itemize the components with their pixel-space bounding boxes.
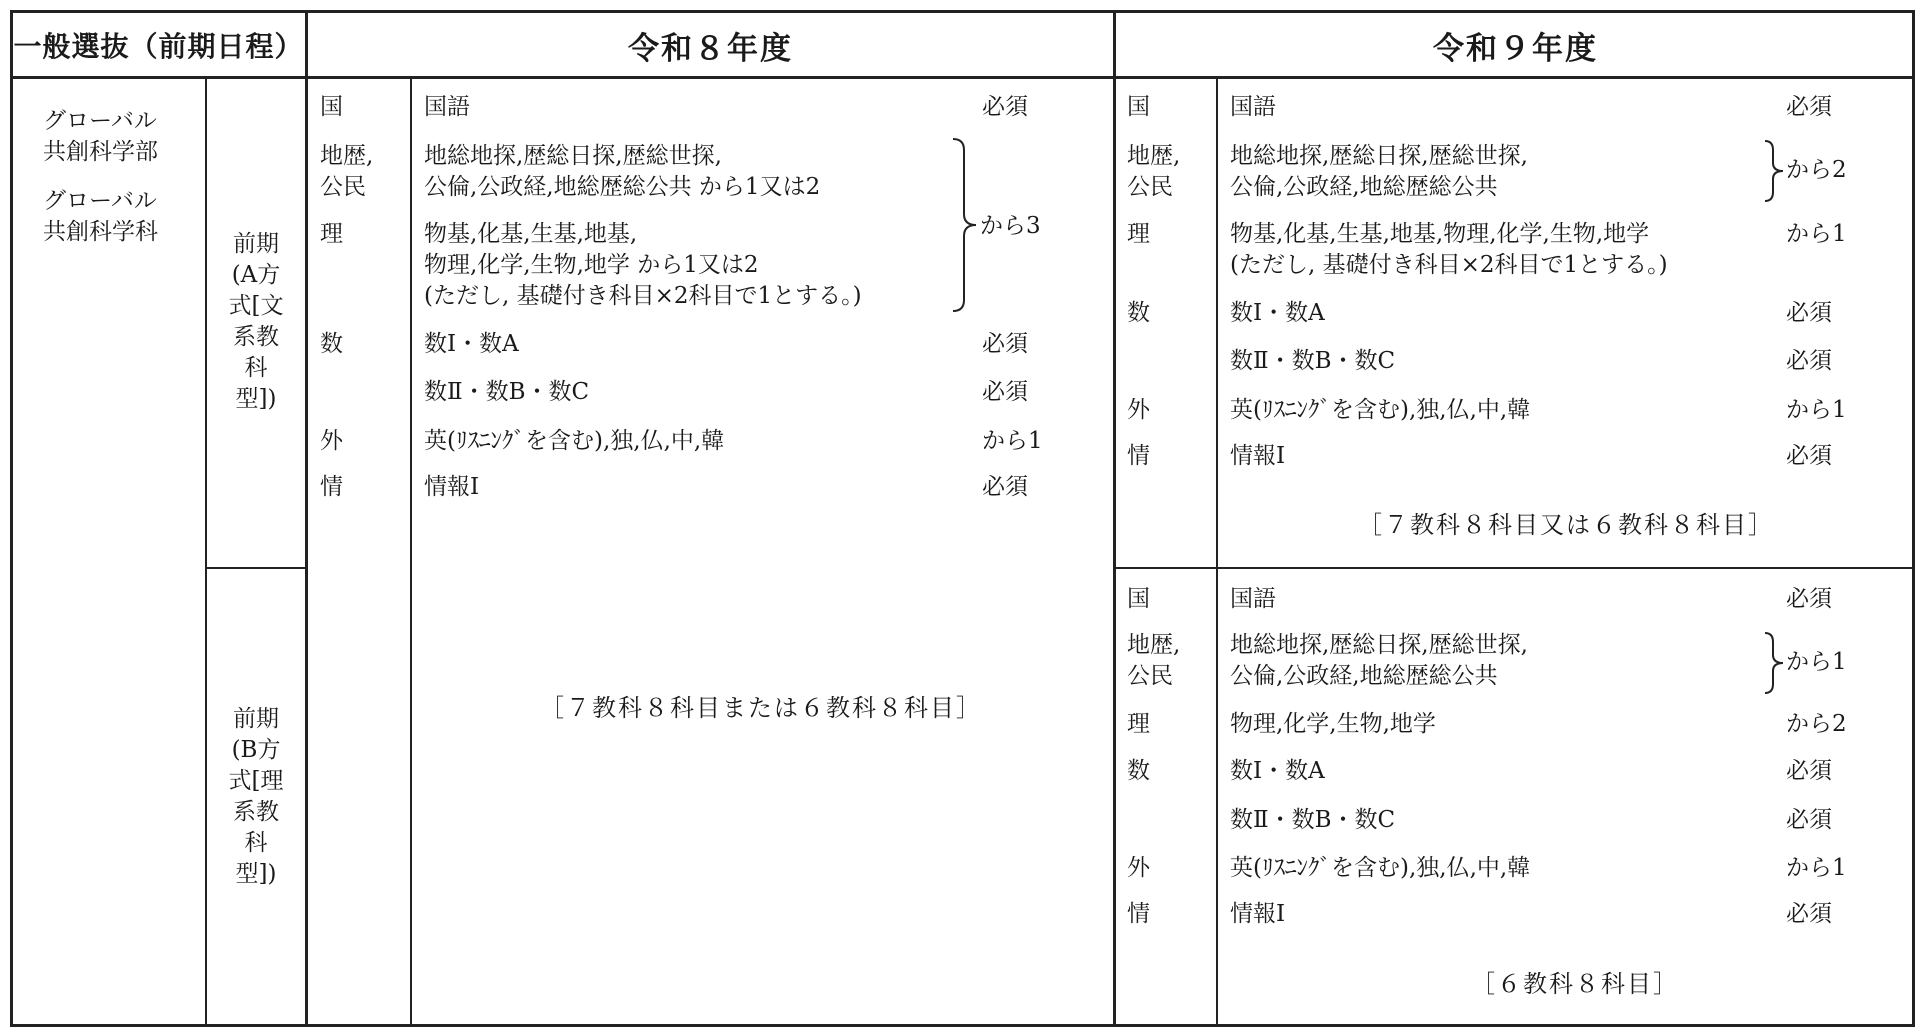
- r8-requirement: 必須: [982, 94, 1028, 120]
- r9a-row: 地総地探,歴総日探,歴総世探,: [1230, 143, 1528, 169]
- dept-label: グローバル: [43, 108, 157, 134]
- r9b-requirement: から1: [1786, 855, 1847, 881]
- r9b-requirement: 必須: [1786, 901, 1832, 927]
- r9a-row: 物基,化基,生基,地基,物理,化学,生物,地学: [1230, 221, 1650, 247]
- r9b-row: 数Ⅰ・数A: [1230, 758, 1325, 784]
- r9a-requirement: 必須: [1786, 443, 1832, 469]
- subject-chireki: 地歴,: [1127, 143, 1181, 169]
- r8-row: 公倫,公政経,地総歴総公共 から1又は2: [424, 174, 821, 200]
- r8-requirement: 必須: [982, 331, 1028, 357]
- r9b-requirement: 必須: [1786, 807, 1832, 833]
- r9a-requirement: から1: [1786, 397, 1847, 423]
- r8-requirement: から1: [982, 428, 1043, 454]
- subject-jo: 情: [320, 474, 343, 500]
- r9b-requirement: 必須: [1786, 758, 1832, 784]
- subject-ri: 理: [1127, 711, 1150, 737]
- r8-row: 物基,化基,生基,地基,: [424, 221, 638, 247]
- section-title: 一般選抜（前期日程）: [13, 30, 304, 63]
- subject-komin: 公民: [320, 174, 366, 200]
- dept-label: 共創科学部: [43, 139, 158, 165]
- r8-requirement: から3: [980, 213, 1041, 239]
- r9a-requirement: から2: [1786, 157, 1847, 183]
- year-r8-title: 令和８年度: [628, 30, 793, 67]
- grid-line: [305, 10, 308, 1026]
- grid-line: [1216, 78, 1218, 1026]
- r8-requirement: 必須: [982, 474, 1028, 500]
- grid-line: [410, 78, 412, 1026]
- subject-kokugo: 国: [1127, 94, 1150, 120]
- r9a-summary: ［７教科８科目又は６教科８科目］: [1358, 511, 1774, 539]
- year-r9-title: 令和９年度: [1433, 30, 1598, 67]
- r8-row: 国語: [424, 94, 470, 120]
- grid-line: [1113, 10, 1116, 1026]
- brace-icon: [1762, 138, 1786, 204]
- subject-ri: 理: [320, 221, 343, 247]
- r9b-requirement: から1: [1786, 649, 1847, 675]
- subject-komin: 公民: [1127, 174, 1173, 200]
- r9b-row: 数Ⅱ・数B・数C: [1230, 807, 1396, 833]
- subject-kokugo: 国: [320, 94, 343, 120]
- brace-icon: [950, 136, 980, 314]
- subject-komin: 公民: [1127, 663, 1173, 689]
- subject-su: 数: [1127, 758, 1150, 784]
- r9b-requirement: から2: [1786, 711, 1847, 737]
- subject-gai: 外: [1127, 855, 1150, 881]
- r9a-requirement: 必須: [1786, 348, 1832, 374]
- r9b-row: 公倫,公政経,地総歴総公共: [1230, 663, 1498, 689]
- grid-line: [1113, 567, 1915, 569]
- r8-row: 英(ﾘｽﾆﾝｸﾞを含む),独,仏,中,韓: [424, 428, 725, 454]
- subject-chireki: 地歴,: [320, 143, 374, 169]
- r8-row: 数Ⅰ・数A: [424, 331, 519, 357]
- type-a-label: 前期 (A方 式[文 系教 科 型]): [228, 231, 284, 412]
- r9b-summary: ［６教科８科目］: [1471, 970, 1679, 998]
- r8-row: 地総地探,歴総日探,歴総世探,: [424, 143, 722, 169]
- r9a-requirement: 必須: [1786, 94, 1832, 120]
- r9a-requirement: から1: [1786, 221, 1847, 247]
- r9a-row: 数Ⅰ・数A: [1230, 300, 1325, 326]
- r9b-requirement: 必須: [1786, 586, 1832, 612]
- subject-gai: 外: [320, 428, 343, 454]
- r9b-row: 地総地探,歴総日探,歴総世探,: [1230, 632, 1528, 658]
- subject-gai: 外: [1127, 397, 1150, 423]
- r9b-row: 情報Ⅰ: [1230, 901, 1286, 927]
- brace-icon: [1762, 630, 1786, 696]
- r9a-row: 情報Ⅰ: [1230, 443, 1286, 469]
- dept-label: 共創科学科: [43, 219, 158, 245]
- subject-kokugo: 国: [1127, 586, 1150, 612]
- r8-row: 物理,化学,生物,地学 から1又は2: [424, 252, 759, 278]
- r8-requirement: 必須: [982, 379, 1028, 405]
- r8-summary: ［７教科８科目または６教科８科目］: [540, 694, 982, 722]
- r9b-row: 国語: [1230, 586, 1276, 612]
- r8-row: 数Ⅱ・数B・数C: [424, 379, 590, 405]
- subject-chireki: 地歴,: [1127, 632, 1181, 658]
- subject-su: 数: [320, 331, 343, 357]
- subject-jo: 情: [1127, 901, 1150, 927]
- dept-label: グローバル: [43, 188, 157, 214]
- r9a-row: 国語: [1230, 94, 1276, 120]
- grid-line: [205, 567, 307, 569]
- r9a-row: 英(ﾘｽﾆﾝｸﾞを含む),独,仏,中,韓: [1230, 397, 1531, 423]
- r9a-requirement: 必須: [1786, 300, 1832, 326]
- r9a-row: 公倫,公政経,地総歴総公共: [1230, 174, 1498, 200]
- r9a-row: 数Ⅱ・数B・数C: [1230, 348, 1396, 374]
- r8-row: 情報Ⅰ: [424, 474, 480, 500]
- type-b-label: 前期 (B方 式[理 系教 科 型]): [228, 706, 284, 887]
- subject-ri: 理: [1127, 221, 1150, 247]
- r8-row: (ただし, 基礎付き科目×2科目で1とする。): [424, 283, 862, 309]
- r9b-row: 英(ﾘｽﾆﾝｸﾞを含む),独,仏,中,韓: [1230, 855, 1531, 881]
- subject-jo: 情: [1127, 443, 1150, 469]
- r9a-row: (ただし, 基礎付き科目×2科目で1とする。): [1230, 252, 1668, 278]
- r9b-row: 物理,化学,生物,地学: [1230, 711, 1436, 737]
- subject-su: 数: [1127, 300, 1150, 326]
